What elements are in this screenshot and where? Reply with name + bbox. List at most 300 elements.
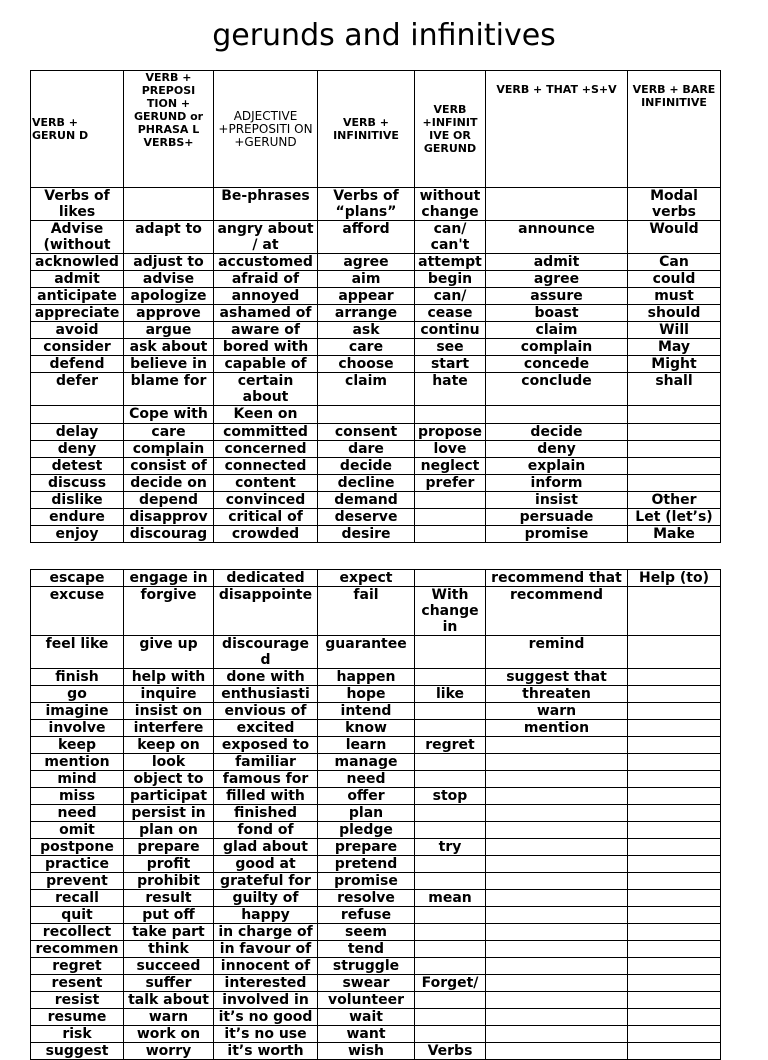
table-cell: concede xyxy=(486,356,628,373)
table-cell: promise xyxy=(318,873,415,890)
table-cell xyxy=(486,992,628,1009)
table-cell: can/ can't xyxy=(415,221,486,254)
table-cell: shall xyxy=(628,373,721,406)
table-cell xyxy=(628,636,721,669)
table-cell: adjust to xyxy=(124,254,214,271)
table-cell: Other xyxy=(628,492,721,509)
table-cell: Cope with xyxy=(124,406,214,424)
header-infinitive-or-gerund: VERB +INFINIT IVE OR GERUND xyxy=(415,71,486,188)
table-cell: decide xyxy=(318,458,415,475)
table-cell xyxy=(486,839,628,856)
table-cell: excited xyxy=(214,720,318,737)
table-cell: Would xyxy=(628,221,721,254)
table-cell xyxy=(628,737,721,754)
header-verb-preposition-gerund: VERB + PREPOSI TION + GERUND or PHRASA L VERBS+ xyxy=(124,71,214,188)
table-cell: help with xyxy=(124,669,214,686)
table-cell: give up xyxy=(124,636,214,669)
table-cell: neglect xyxy=(415,458,486,475)
table-cell xyxy=(486,856,628,873)
table-cell xyxy=(415,570,486,587)
table-cell xyxy=(486,822,628,839)
table-cell: believe in xyxy=(124,356,214,373)
table-cell: fail xyxy=(318,587,415,636)
table-cell: interfere xyxy=(124,720,214,737)
table-cell: apologize xyxy=(124,288,214,305)
table-cell: enthusiasti xyxy=(214,686,318,703)
table-cell: prepare xyxy=(318,839,415,856)
table-cell: content xyxy=(214,475,318,492)
table-cell: decide on xyxy=(124,475,214,492)
table-row xyxy=(31,873,721,890)
table-cell: persist in xyxy=(124,805,214,822)
table-cell: crowded xyxy=(214,526,318,543)
table-row xyxy=(31,526,721,543)
table-cell: attempt xyxy=(415,254,486,271)
table-cell: agree xyxy=(318,254,415,271)
table-cell: accustomed xyxy=(214,254,318,271)
table-cell: manage xyxy=(318,754,415,771)
table-cell: enjoy xyxy=(31,526,124,543)
table-cell: hate xyxy=(415,373,486,406)
table-cell xyxy=(415,754,486,771)
table-cell xyxy=(415,703,486,720)
table-cell xyxy=(415,907,486,924)
table-row xyxy=(31,271,721,288)
table-cell: quit xyxy=(31,907,124,924)
table-cell: recall xyxy=(31,890,124,907)
table-cell: know xyxy=(318,720,415,737)
table-cell xyxy=(486,890,628,907)
table-cell: can/ xyxy=(415,288,486,305)
table-cell: dislike xyxy=(31,492,124,509)
table-cell: Keen on xyxy=(214,406,318,424)
table-row xyxy=(31,339,721,356)
table-cell xyxy=(415,720,486,737)
table-cell: ask xyxy=(318,322,415,339)
table-cell xyxy=(628,1009,721,1026)
table-cell: consent xyxy=(318,424,415,441)
table-cell: committed xyxy=(214,424,318,441)
table-cell: learn xyxy=(318,737,415,754)
table-cell: recommend that xyxy=(486,570,628,587)
table-row xyxy=(31,686,721,703)
table-cell xyxy=(486,737,628,754)
table-cell xyxy=(628,873,721,890)
table-row xyxy=(31,441,721,458)
table-cell xyxy=(628,890,721,907)
table-cell: inform xyxy=(486,475,628,492)
table-cell xyxy=(486,188,628,221)
table-cell: deserve xyxy=(318,509,415,526)
table-cell: advise xyxy=(124,271,214,288)
table-row xyxy=(31,992,721,1009)
table-top-body xyxy=(31,188,721,543)
table-cell: insist xyxy=(486,492,628,509)
table-cell: need xyxy=(31,805,124,822)
table-cell: mind xyxy=(31,771,124,788)
table-cell xyxy=(628,805,721,822)
table-cell xyxy=(628,754,721,771)
table-cell: miss xyxy=(31,788,124,805)
table-cell: approve xyxy=(124,305,214,322)
table-cell: guarantee xyxy=(318,636,415,669)
table-cell: in favour of xyxy=(214,941,318,958)
table-cell: mean xyxy=(415,890,486,907)
table-cell: explain xyxy=(486,458,628,475)
table-cell: happy xyxy=(214,907,318,924)
table-cell: complain xyxy=(124,441,214,458)
table-cell xyxy=(415,941,486,958)
table-cell: refuse xyxy=(318,907,415,924)
table-cell: pledge xyxy=(318,822,415,839)
table-cell: dedicated xyxy=(214,570,318,587)
table-cell xyxy=(628,441,721,458)
table-row xyxy=(31,703,721,720)
table-cell: resume xyxy=(31,1009,124,1026)
table-row xyxy=(31,373,721,406)
table-cell xyxy=(486,873,628,890)
table-cell: anticipate xyxy=(31,288,124,305)
table-cell: suggest that xyxy=(486,669,628,686)
table-cell: imagine xyxy=(31,703,124,720)
table-row xyxy=(31,754,721,771)
table-cell xyxy=(628,771,721,788)
table-cell xyxy=(628,924,721,941)
table-cell: ask about xyxy=(124,339,214,356)
table-cell xyxy=(486,975,628,992)
table-cell: like xyxy=(415,686,486,703)
table-row xyxy=(31,254,721,271)
table-cell: conclude xyxy=(486,373,628,406)
table-cell: admit xyxy=(486,254,628,271)
table-row xyxy=(31,771,721,788)
table-cell: appreciate xyxy=(31,305,124,322)
table-cell: care xyxy=(124,424,214,441)
table-cell xyxy=(628,788,721,805)
table-cell xyxy=(486,1043,628,1060)
table-cell: worry xyxy=(124,1043,214,1060)
table-cell: postpone xyxy=(31,839,124,856)
table-cell xyxy=(628,822,721,839)
table-cell: wait xyxy=(318,1009,415,1026)
table-cell: appear xyxy=(318,288,415,305)
table-row xyxy=(31,839,721,856)
table-cell xyxy=(415,873,486,890)
table-cell: take part xyxy=(124,924,214,941)
table-cell: disapprov xyxy=(124,509,214,526)
table-cell: angry about / at xyxy=(214,221,318,254)
table-cell: plan xyxy=(318,805,415,822)
table-cell: avoid xyxy=(31,322,124,339)
table-cell: escape xyxy=(31,570,124,587)
table-cell: dare xyxy=(318,441,415,458)
table-cell: bored with xyxy=(214,339,318,356)
table-cell: suffer xyxy=(124,975,214,992)
table-cell: afraid of xyxy=(214,271,318,288)
table-cell: Modal verbs xyxy=(628,188,721,221)
table-cell: deny xyxy=(486,441,628,458)
table-row xyxy=(31,570,721,587)
table-row xyxy=(31,890,721,907)
table-cell: must xyxy=(628,288,721,305)
header-adjective-preposition-gerund: ADJECTIVE +PREPOSITI ON +GERUND xyxy=(214,71,318,188)
table-cell xyxy=(415,992,486,1009)
table-cell xyxy=(415,636,486,669)
table-cell: aim xyxy=(318,271,415,288)
table-cell: offer xyxy=(318,788,415,805)
table-cell xyxy=(628,941,721,958)
table-cell xyxy=(628,992,721,1009)
verbs-table-top xyxy=(30,70,721,543)
table-cell: persuade xyxy=(486,509,628,526)
table-cell: Let (let’s) xyxy=(628,509,721,526)
table-cell: defend xyxy=(31,356,124,373)
table-cell xyxy=(628,720,721,737)
header-verb-infinitive: VERB + INFINITIVE xyxy=(318,71,415,188)
table-cell: excuse xyxy=(31,587,124,636)
table-cell: With change in xyxy=(415,587,486,636)
table-cell: try xyxy=(415,839,486,856)
table-cell: resist xyxy=(31,992,124,1009)
table-row xyxy=(31,406,721,424)
table-cell: hope xyxy=(318,686,415,703)
table-cell: filled with xyxy=(214,788,318,805)
table-cell xyxy=(628,424,721,441)
table-cell: May xyxy=(628,339,721,356)
table-cell xyxy=(415,805,486,822)
table-cell: innocent of xyxy=(214,958,318,975)
table-row xyxy=(31,509,721,526)
table-cell: involve xyxy=(31,720,124,737)
table-row xyxy=(31,305,721,322)
table-cell xyxy=(31,406,124,424)
table-cell xyxy=(628,1043,721,1060)
table-cell: talk about xyxy=(124,992,214,1009)
table-cell: prefer xyxy=(415,475,486,492)
table-cell: announce xyxy=(486,221,628,254)
table-row xyxy=(31,1026,721,1043)
table-row xyxy=(31,1009,721,1026)
table-cell: famous for xyxy=(214,771,318,788)
table-cell: consider xyxy=(31,339,124,356)
table-cell xyxy=(628,406,721,424)
table-cell xyxy=(415,1009,486,1026)
table-cell xyxy=(628,856,721,873)
table-cell xyxy=(415,1026,486,1043)
table-cell xyxy=(415,492,486,509)
table-cell: mention xyxy=(486,720,628,737)
table-cell: keep on xyxy=(124,737,214,754)
table-cell: endure xyxy=(31,509,124,526)
table-row xyxy=(31,805,721,822)
table-cell: work on xyxy=(124,1026,214,1043)
table-cell: care xyxy=(318,339,415,356)
table-cell: acknowled xyxy=(31,254,124,271)
table-cell: prepare xyxy=(124,839,214,856)
table-cell: regret xyxy=(415,737,486,754)
table-cell: result xyxy=(124,890,214,907)
table-cell: complain xyxy=(486,339,628,356)
table-cell: envious of xyxy=(214,703,318,720)
table-cell xyxy=(415,526,486,543)
table-row xyxy=(31,188,721,221)
table-cell: assure xyxy=(486,288,628,305)
table-cell: it’s no good xyxy=(214,1009,318,1026)
table-cell: think xyxy=(124,941,214,958)
table-cell: afford xyxy=(318,221,415,254)
table-cell xyxy=(628,839,721,856)
table-cell: desire xyxy=(318,526,415,543)
table-cell: intend xyxy=(318,703,415,720)
table-row xyxy=(31,492,721,509)
table-cell: consist of xyxy=(124,458,214,475)
table-cell: grateful for xyxy=(214,873,318,890)
table-cell xyxy=(415,669,486,686)
table-cell: remind xyxy=(486,636,628,669)
table-cell xyxy=(628,958,721,975)
table-cell: start xyxy=(415,356,486,373)
header-verb-that: VERB + THAT +S+V xyxy=(486,71,628,188)
table-cell: decide xyxy=(486,424,628,441)
table-row xyxy=(31,475,721,492)
table-cell: in charge of xyxy=(214,924,318,941)
table-cell: see xyxy=(415,339,486,356)
table-row xyxy=(31,458,721,475)
table-cell: object to xyxy=(124,771,214,788)
header-row xyxy=(31,71,721,188)
table-cell xyxy=(415,509,486,526)
table-cell: participat xyxy=(124,788,214,805)
table-cell: warn xyxy=(486,703,628,720)
table-cell: feel like xyxy=(31,636,124,669)
table-row xyxy=(31,924,721,941)
table-row xyxy=(31,975,721,992)
table-cell xyxy=(486,805,628,822)
table-cell: claim xyxy=(486,322,628,339)
table-cell: Verbs of “plans” xyxy=(318,188,415,221)
table-cell: tend xyxy=(318,941,415,958)
table-cell: guilty of xyxy=(214,890,318,907)
table-cell xyxy=(628,686,721,703)
table-row xyxy=(31,907,721,924)
table-cell: Help (to) xyxy=(628,570,721,587)
header-verb-gerund: VERB + GERUN D xyxy=(31,71,124,188)
table-cell xyxy=(486,958,628,975)
table-cell: could xyxy=(628,271,721,288)
table-row xyxy=(31,636,721,669)
table-cell: engage in xyxy=(124,570,214,587)
table-cell: resolve xyxy=(318,890,415,907)
table-cell: it’s no use xyxy=(214,1026,318,1043)
table-row xyxy=(31,669,721,686)
table-cell: certain about xyxy=(214,373,318,406)
table-row xyxy=(31,822,721,839)
table-cell xyxy=(415,406,486,424)
table-cell xyxy=(415,771,486,788)
table-cell: expect xyxy=(318,570,415,587)
table-cell: Can xyxy=(628,254,721,271)
table-cell: glad about xyxy=(214,839,318,856)
table-cell: pretend xyxy=(318,856,415,873)
verbs-table-bottom xyxy=(30,569,721,1060)
table-cell: Be-phrases xyxy=(214,188,318,221)
table-cell: promise xyxy=(486,526,628,543)
table-cell: critical of xyxy=(214,509,318,526)
table-cell: begin xyxy=(415,271,486,288)
table-cell: seem xyxy=(318,924,415,941)
table-cell: defer xyxy=(31,373,124,406)
table-cell: discourage d xyxy=(214,636,318,669)
table-cell: forgive xyxy=(124,587,214,636)
table-row xyxy=(31,737,721,754)
table-cell: Might xyxy=(628,356,721,373)
table-cell: involved in xyxy=(214,992,318,1009)
table-row xyxy=(31,941,721,958)
table-row xyxy=(31,288,721,305)
table-row xyxy=(31,322,721,339)
table-cell: succeed xyxy=(124,958,214,975)
table-cell: good at xyxy=(214,856,318,873)
table-cell: finished xyxy=(214,805,318,822)
table-cell: go xyxy=(31,686,124,703)
table-cell xyxy=(628,1026,721,1043)
table-cell: decline xyxy=(318,475,415,492)
table-cell: delay xyxy=(31,424,124,441)
table-cell: discuss xyxy=(31,475,124,492)
table-cell: practice xyxy=(31,856,124,873)
table-cell: adapt to xyxy=(124,221,214,254)
table-cell: annoyed xyxy=(214,288,318,305)
table-cell: argue xyxy=(124,322,214,339)
table-cell xyxy=(628,475,721,492)
table-cell: regret xyxy=(31,958,124,975)
table-cell: recommen xyxy=(31,941,124,958)
table-cell: ashamed of xyxy=(214,305,318,322)
table-row xyxy=(31,958,721,975)
table-cell xyxy=(486,788,628,805)
table-cell: demand xyxy=(318,492,415,509)
table-cell xyxy=(486,1009,628,1026)
table-cell: interested xyxy=(214,975,318,992)
table-cell: detest xyxy=(31,458,124,475)
table-cell: inquire xyxy=(124,686,214,703)
table-cell xyxy=(486,941,628,958)
table-cell: want xyxy=(318,1026,415,1043)
table-cell: discourag xyxy=(124,526,214,543)
table-row xyxy=(31,1043,721,1060)
table-cell: cease xyxy=(415,305,486,322)
table-cell xyxy=(628,669,721,686)
table-cell: keep xyxy=(31,737,124,754)
table-cell: recommend xyxy=(486,587,628,636)
table-cell: disappointe xyxy=(214,587,318,636)
table-cell: insist on xyxy=(124,703,214,720)
table-cell: Verbs xyxy=(415,1043,486,1060)
table-cell: resent xyxy=(31,975,124,992)
header-bare-infinitive: VERB + BARE INFINITIVE xyxy=(628,71,721,188)
table-cell: choose xyxy=(318,356,415,373)
table-cell: Make xyxy=(628,526,721,543)
table-cell: boast xyxy=(486,305,628,322)
table-cell xyxy=(415,822,486,839)
table-cell xyxy=(415,856,486,873)
page-title: gerunds and infinitives xyxy=(212,18,556,53)
table-cell: Forget/ xyxy=(415,975,486,992)
table-cell xyxy=(486,924,628,941)
table-row xyxy=(31,856,721,873)
table-cell: capable of xyxy=(214,356,318,373)
table-cell: love xyxy=(415,441,486,458)
